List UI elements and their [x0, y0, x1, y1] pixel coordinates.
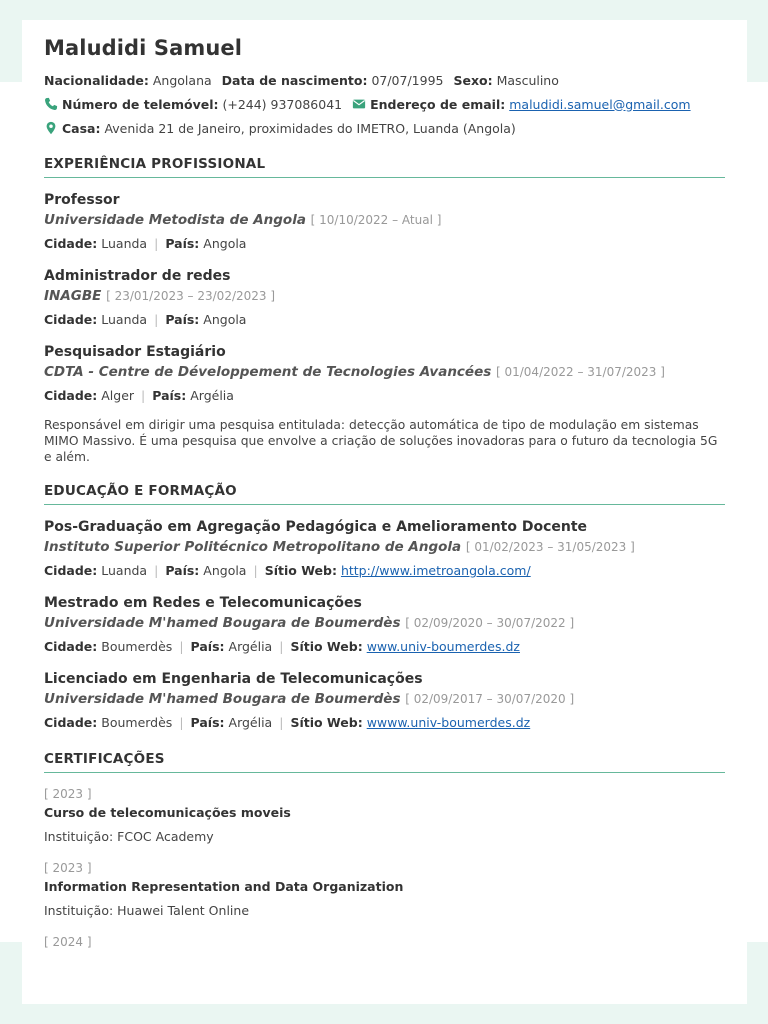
address-line	[44, 118, 725, 138]
employer-name: CDTA - Centre de Développement de Tecnologies Avancées	[44, 364, 492, 380]
education-item	[44, 519, 725, 581]
city-label: Cidade:	[44, 639, 98, 654]
country-label: País:	[190, 715, 225, 730]
certification-institution: Instituição: Huawei Talent Online	[44, 903, 250, 918]
certification-date: [ 2023 ]	[44, 787, 92, 801]
education-dates: [ 02/09/2017 – 30/07/2020 ]	[405, 692, 575, 706]
email-icon	[352, 97, 366, 111]
institution-name: Universidade M'hamed Bougara de Boumerdès	[44, 615, 401, 631]
certification-name: Curso de telecomunicações moveis	[44, 805, 291, 820]
website-label: Sítio Web:	[290, 715, 363, 730]
employer-name: INAGBE	[44, 288, 102, 304]
city-value: Alger	[101, 388, 135, 403]
employer	[44, 288, 725, 308]
education-details: Cidade: Luanda | País: Angola | Sítio Web: http://www.imetroangola.com/	[44, 563, 531, 578]
city-value: Boumerdès	[101, 715, 173, 730]
city-value: Luanda	[101, 236, 148, 251]
employer	[44, 364, 725, 384]
country-label: País:	[190, 639, 225, 654]
job-dates: [ 01/04/2022 – 31/07/2023 ]	[495, 365, 665, 379]
certification-item	[44, 861, 725, 921]
job-location: Cidade: Luanda | País: Angola	[44, 236, 247, 251]
website-link[interactable]: wwww.univ-boumerdes.dz	[366, 715, 531, 730]
job-location: Cidade: Alger | País: Argélia	[44, 388, 234, 403]
experience-section-title: EXPERIÊNCIA PROFISSIONAL	[44, 156, 725, 178]
home-label: Casa:	[62, 120, 101, 136]
education-item	[44, 671, 725, 733]
country-label: País:	[152, 388, 187, 403]
experience-item	[44, 192, 725, 254]
experience-item	[44, 344, 725, 465]
education-dates: [ 01/02/2023 – 31/05/2023 ]	[465, 540, 635, 554]
country-value: Angola	[203, 563, 247, 578]
city-value: Luanda	[101, 563, 148, 578]
education-item	[44, 595, 725, 657]
city-label: Cidade:	[44, 563, 98, 578]
institution	[44, 691, 725, 711]
institution-name: Instituto Superior Politécnico Metropolitano de Angola	[44, 539, 462, 555]
cv-sheet	[22, 20, 747, 1004]
country-value: Angola	[203, 236, 247, 251]
degree-title: Mestrado em Redes e Telecomunicações	[44, 595, 362, 611]
city-label: Cidade:	[44, 715, 98, 730]
cv-content	[44, 36, 725, 951]
website-label: Sítio Web:	[264, 563, 337, 578]
certification-date: [ 2023 ]	[44, 861, 92, 875]
nationality-value: Angolana	[152, 72, 212, 88]
education-details: Cidade: Boumerdès | País: Argélia | Sítio Web: wwww.univ-boumerdes.dz	[44, 715, 531, 730]
country-value: Argélia	[228, 639, 273, 654]
job-title: Administrador de redes	[44, 268, 231, 284]
degree-title: Pos-Graduação em Agregação Pedagógica e Amelioramento Docente	[44, 519, 588, 535]
education-dates: [ 02/09/2020 – 30/07/2022 ]	[405, 616, 575, 630]
city-label: Cidade:	[44, 388, 98, 403]
employer	[44, 212, 725, 232]
country-value: Argélia	[190, 388, 234, 403]
job-dates: [ 10/10/2022 – Atual ]	[310, 213, 442, 227]
experience-item	[44, 268, 725, 330]
education-section-title: EDUCAÇÃO E FORMAÇÃO	[44, 483, 725, 505]
birth-label: Data de nascimento:	[221, 72, 368, 88]
contact-line	[44, 94, 725, 114]
city-label: Cidade:	[44, 236, 98, 251]
website-label: Sítio Web:	[290, 639, 363, 654]
country-label: País:	[165, 563, 200, 578]
job-title: Pesquisador Estagiário	[44, 344, 226, 360]
nationality-label: Nacionalidade:	[44, 72, 149, 88]
personal-info-line	[44, 70, 725, 90]
person-name: Maludidi Samuel	[44, 36, 243, 60]
employer-name: Universidade Metodista de Angola	[44, 212, 306, 228]
education-details: Cidade: Boumerdès | País: Argélia | Sítio Web: www.univ-boumerdes.dz	[44, 639, 520, 654]
city-value: Luanda	[101, 312, 148, 327]
job-dates: [ 23/01/2023 – 23/02/2023 ]	[106, 289, 276, 303]
phone-label: Número de telemóvel:	[62, 96, 219, 112]
country-value: Angola	[203, 312, 247, 327]
city-label: Cidade:	[44, 312, 98, 327]
phone-icon	[44, 97, 58, 111]
institution	[44, 539, 725, 559]
certification-item	[44, 935, 725, 951]
website-link[interactable]: www.univ-boumerdes.dz	[366, 639, 520, 654]
job-description: Responsável em dirigir uma pesquisa entitulada: detecção automática de tipo de modulação em sistemas MIMO Massivo. É uma pesquisa que envolve a criação de soluções inovadoras para o futuro da tecnologia 5G e além.	[44, 418, 718, 464]
institution	[44, 615, 725, 635]
phone-value: (+244) 937086041	[222, 96, 343, 112]
institution-name: Universidade M'hamed Bougara de Boumerdès	[44, 691, 401, 707]
home-value: Avenida 21 de Janeiro, proximidades do IMETRO, Luanda (Angola)	[104, 120, 516, 136]
job-location: Cidade: Luanda | País: Angola	[44, 312, 247, 327]
certification-institution: Instituição: FCOC Academy	[44, 829, 214, 844]
website-link[interactable]: http://www.imetroangola.com/	[340, 563, 531, 578]
city-value: Boumerdès	[101, 639, 173, 654]
map-pin-icon	[44, 121, 58, 135]
country-label: País:	[165, 236, 200, 251]
degree-title: Licenciado em Engenharia de Telecomunicações	[44, 671, 423, 687]
email-link[interactable]: maludidi.samuel@gmail.com	[509, 96, 691, 112]
sex-label: Sexo:	[453, 72, 493, 88]
country-value: Argélia	[228, 715, 273, 730]
sex-value: Masculino	[496, 72, 559, 88]
certification-name: Information Representation and Data Organization	[44, 879, 404, 894]
birth-value: 07/07/1995	[371, 72, 444, 88]
job-title: Professor	[44, 192, 120, 208]
certification-item	[44, 787, 725, 847]
country-label: País:	[165, 312, 200, 327]
certifications-section-title: CERTIFICAÇÕES	[44, 751, 725, 773]
email-label: Endereço de email:	[370, 96, 506, 112]
certification-date: [ 2024 ]	[44, 935, 92, 949]
